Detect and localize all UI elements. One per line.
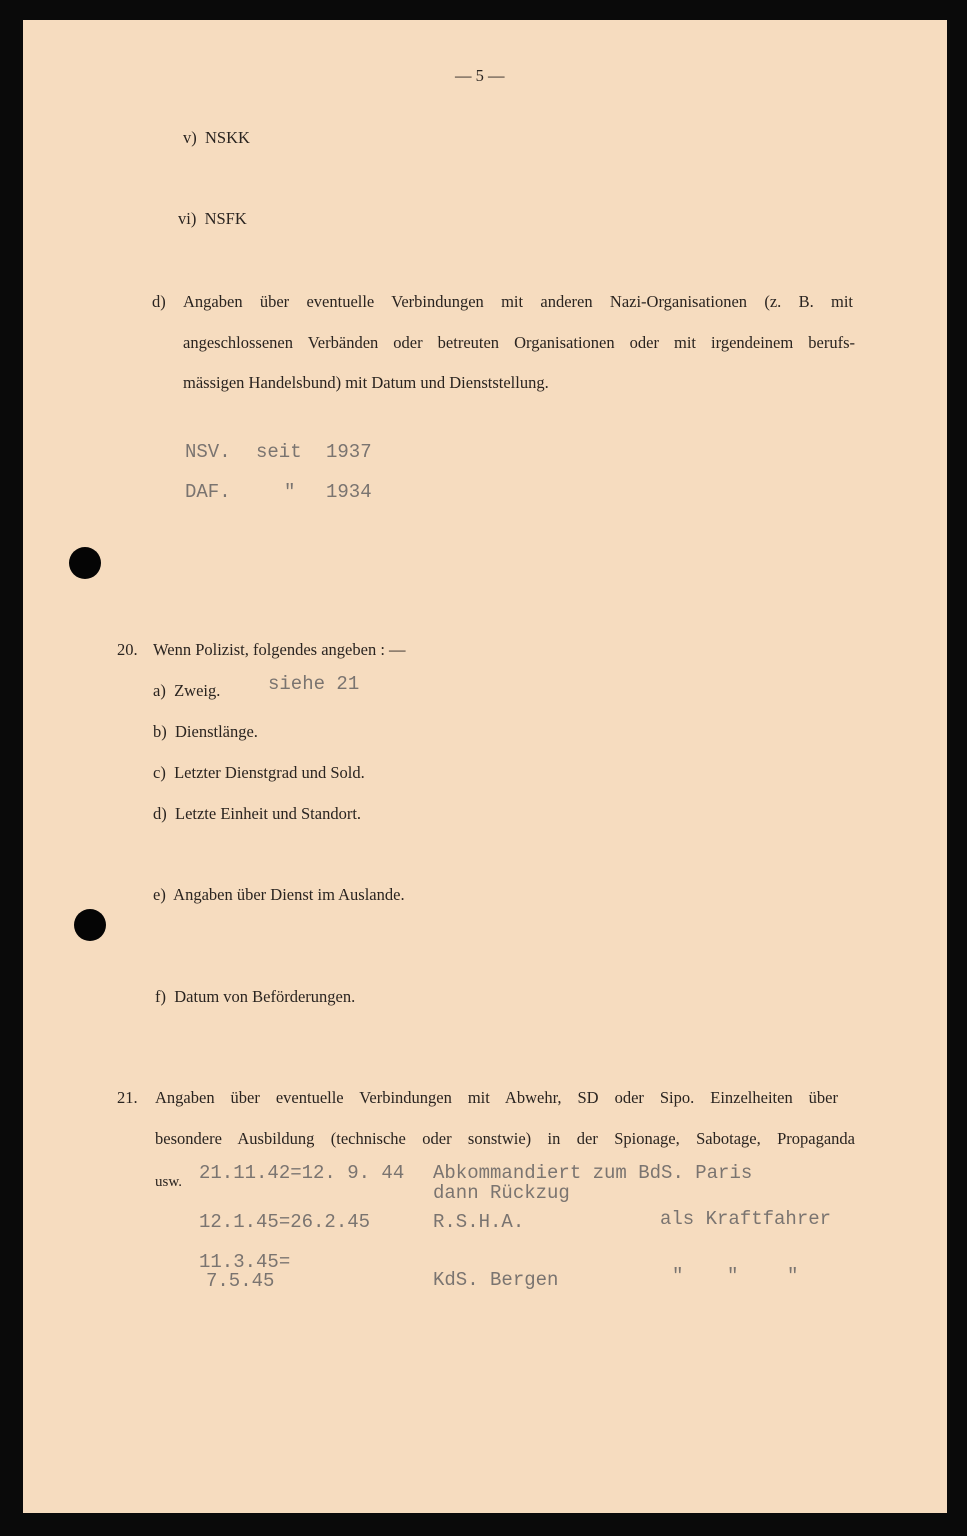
typed-unit: Abkommandiert zum BdS. Paris <box>433 1162 753 1184</box>
text-line: Angaben über eventuelle Verbindungen mit anderen Nazi-Organisationen (z. B. mit <box>183 292 853 311</box>
item-label: NSKK <box>205 128 250 147</box>
typed-answer-nsv-org: NSV. <box>185 441 231 463</box>
text-line: besondere Ausbildung (technische oder sonstwie) in der Spionage, Sabotage, Propaganda <box>155 1129 855 1148</box>
q19-d-marker: d) <box>152 292 166 311</box>
typed-period-cont: 7.5.45 <box>206 1270 275 1292</box>
q20-item-b <box>153 722 258 742</box>
q20-number: 20. <box>117 640 138 659</box>
typed-role: als Kraftfahrer <box>660 1208 832 1230</box>
q19-d-line: mässigen Handelsbund) mit Datum und Dienststellung. <box>183 373 549 392</box>
typed-answer-nsv-since: seit <box>256 441 302 463</box>
q19-v <box>183 128 250 148</box>
typed-period: 21.11.42=12. 9. 44 <box>199 1162 405 1184</box>
item-marker: e) <box>153 885 166 904</box>
q19-d-line <box>183 292 853 312</box>
item-label: Datum von Beförderungen. <box>174 987 356 1006</box>
item-marker: a) <box>153 681 166 700</box>
item-label: Zweig. <box>174 681 221 700</box>
q20-item-d <box>153 804 361 824</box>
item-marker: v) <box>183 128 197 147</box>
typed-period: 12.1.45=26.2.45 <box>199 1211 371 1233</box>
typed-unit: KdS. Bergen <box>433 1269 559 1291</box>
text-line: Angaben über eventuelle Verbindungen mit Abwehr, SD oder Sipo. Einzelheiten über <box>155 1088 838 1107</box>
punch-hole <box>69 547 101 579</box>
q20-item-c <box>153 763 365 783</box>
q20-item-e <box>153 885 405 905</box>
typed-answer-daf-org: DAF. <box>185 481 231 503</box>
typed-unit: R.S.H.A. <box>433 1211 525 1233</box>
item-marker: vi) <box>178 209 197 228</box>
item-marker: f) <box>155 987 166 1006</box>
q21-number: 21. <box>117 1088 138 1107</box>
q21-line <box>155 1088 838 1108</box>
item-marker: b) <box>153 722 167 741</box>
typed-answer-nsv-year: 1937 <box>326 441 372 463</box>
typed-period: 11.3.45= <box>199 1251 291 1273</box>
q20-item-f <box>155 987 355 1007</box>
page-number: — 5 — <box>455 66 505 85</box>
item-label: Dienstlänge. <box>175 722 258 741</box>
item-label: Letzte Einheit und Standort. <box>175 804 362 823</box>
q20-item-a <box>153 681 220 701</box>
q21-usw: usw. <box>155 1174 182 1190</box>
q21-line <box>155 1129 855 1149</box>
q19-vi <box>178 209 247 229</box>
punch-hole <box>74 909 106 941</box>
item-marker: c) <box>153 763 166 782</box>
typed-unit-cont: dann Rückzug <box>433 1182 570 1204</box>
typed-ditto: " <box>672 1265 684 1287</box>
typed-ditto: " <box>727 1265 739 1287</box>
typed-answer-daf-since: " <box>284 481 296 503</box>
item-label: NSFK <box>204 209 247 228</box>
typed-answer-daf-year: 1934 <box>326 481 372 503</box>
q20-title: Wenn Polizist, folgendes angeben : — <box>153 640 406 659</box>
q19-d-line <box>183 333 855 353</box>
typed-answer-zweig: siehe 21 <box>268 673 360 695</box>
item-label: Angaben über Dienst im Auslande. <box>173 885 405 904</box>
typed-ditto: " <box>787 1265 799 1287</box>
item-label: Letzter Dienstgrad und Sold. <box>174 763 365 782</box>
item-marker: d) <box>153 804 167 823</box>
text-line: angeschlossenen Verbänden oder betreuten Organisationen oder mit irgendeinem berufs- <box>183 333 855 352</box>
